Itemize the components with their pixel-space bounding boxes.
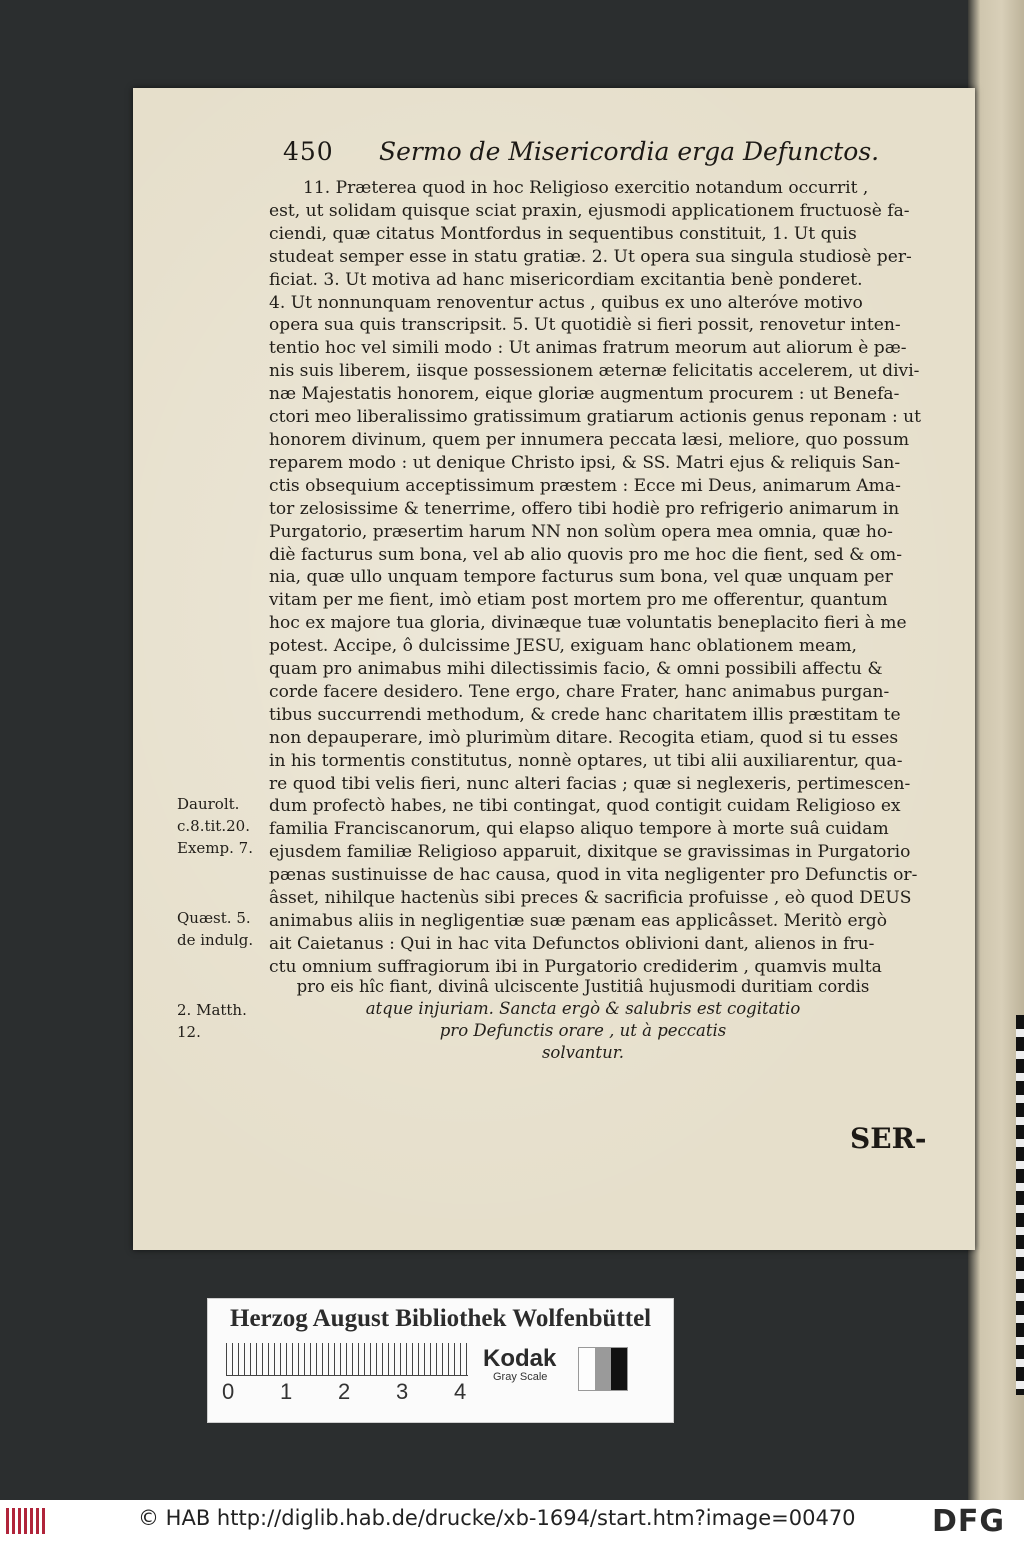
catchword: SER- — [850, 1122, 927, 1155]
brand-name: Kodak — [483, 1345, 557, 1372]
ruler-number: 1 — [280, 1379, 293, 1404]
text-line: tor zelosissime & tenerrime, offero tibi hodiè pro refrigerio animarum in — [269, 498, 900, 519]
text-line: potest. Accipe, ô dulcissime JESU, exiguam hanc oblationem meam, — [269, 636, 857, 657]
page-header — [283, 137, 963, 177]
marginal-note: Daurolt. — [177, 795, 240, 813]
running-title: Sermo de Misericordia erga Defunctos. — [379, 137, 880, 166]
text-line: ejusdem familiæ Religioso apparuit, dixitque se gravissimas in Purgatorio — [269, 842, 911, 863]
text-line: nia, quæ ullo unquam tempore facturus sum bona, vel quæ unquam per — [269, 567, 893, 588]
ruler-number: 3 — [396, 1379, 409, 1404]
text-line: re quod tibi velis fieri, nunc alteri facias ; quæ si neglexeris, pertimescen- — [269, 773, 911, 794]
text-line: ciendi, quæ citatus Montfordus in sequentibus constituit, 1. Ut quis — [269, 223, 857, 244]
library-name: Herzog August Bibliothek Wolfenbüttel — [230, 1305, 652, 1332]
footer-source-url[interactable]: © HAB http://diglib.hab.de/drucke/xb-1694/start.htm?image=00470 — [138, 1506, 856, 1530]
text-line: tibus succurrendi methodum, & crede hanc charitatem illis præstitam te — [269, 704, 901, 725]
scale-ruler — [226, 1343, 468, 1376]
text-line: familia Franciscanorum, qui elapso aliquo tempore à morte suâ cuidam — [269, 819, 889, 840]
body-text — [269, 177, 923, 979]
closing-line: solvantur. — [541, 1043, 625, 1062]
text-line: reparem modo : ut denique Christo ipsi, & SS. Matri ejus & reliquis San- — [269, 452, 901, 473]
ruler-number: 0 — [222, 1379, 235, 1404]
ruler-number: 2 — [338, 1379, 351, 1404]
closing-line: pro eis hîc fiant, divinâ ulciscente Justitiâ hujusmodi duritiam cordis — [296, 977, 870, 996]
text-line: ctu omnium suffragiorum ibi in Purgatorio crediderim , quamvis multa — [269, 956, 882, 977]
marginal-note: 2. Matth. — [177, 1001, 247, 1019]
text-line: non depauperare, imò plurimùm ditare. Recogita etiam, quod si tu esses — [269, 727, 899, 748]
marginal-note: de indulg. — [177, 931, 254, 949]
brand-subtitle: Gray Scale — [493, 1371, 548, 1383]
text-line: pænas sustinuisse de hac causa, quod in vita negligenter pro Defunctis or- — [269, 865, 918, 886]
text-line: studeat semper esse in statu gratiæ. 2. Ut opera sua singula studiosè per- — [269, 246, 912, 267]
text-line: 4. Ut nonnunquam renoventur actus , quibus ex uno alteróve motivo — [269, 292, 863, 313]
marginal-note: 12. — [177, 1023, 201, 1041]
text-line: vitam per me fient, imò etiam post mortem pro me offerentur, quantum — [269, 590, 888, 611]
text-line: âsset, nihilque hactenùs sibi preces & sacrificia profuisse , eò quod DEUS — [269, 888, 912, 909]
text-line: ctori meo liberalissimo gratissimum gratiarum actionis genus reponam : ut — [269, 407, 922, 428]
ruler-numbers — [222, 1379, 482, 1407]
footer-bar — [0, 1500, 1024, 1541]
text-line: 11. Præterea quod in hoc Religioso exercitio notandum occurrit , — [303, 178, 869, 198]
text-line: Purgatorio, præsertim harum NN non solùm opera mea omnia, quæ ho- — [269, 521, 893, 542]
closing-line: pro Defunctis orare , ut à peccatis — [439, 1021, 727, 1040]
book-page — [133, 88, 975, 1250]
gray-scale-patch — [578, 1347, 628, 1391]
text-line: ctis obsequium acceptissimum præstem : Ecce mi Deus, animarum Ama- — [269, 475, 901, 496]
closing-line: atque injuriam. Sancta ergò & salubris est cogitatio — [365, 999, 801, 1018]
page-number: 450 — [283, 137, 334, 166]
scan-gauge-strip — [1016, 1015, 1024, 1395]
text-line: est, ut solidam quisque sciat praxin, ejusmodi applicationem fructuosè fa- — [269, 200, 910, 221]
marginal-note: Quæst. 5. — [177, 909, 251, 927]
text-line: ficiat. 3. Ut motiva ad hanc misericordiam excitantia benè ponderet. — [269, 269, 863, 290]
text-line: honorem divinum, quem per innumera peccata læsi, meliore, quo possum — [269, 429, 910, 450]
text-line: nis suis liberem, iisque possessionem æternæ felicitatis accelerem, ut divi- — [269, 361, 920, 382]
text-line: in his tormentis constitutus, nonnè optares, ut tibi alii auxiliarentur, qua- — [269, 750, 903, 771]
marginal-note: c.8.tit.20. — [177, 817, 250, 835]
ruler-number: 4 — [454, 1379, 467, 1404]
text-line: næ Majestatis honorem, eique gloriæ augmentum procurem : ut Benefa- — [269, 384, 900, 405]
dfg-logo: DFG — [932, 1504, 1006, 1539]
text-line: animabus aliis in negligentiæ suæ pænam eas applicâsset. Meritò ergò — [269, 911, 888, 931]
text-line: corde facere desidero. Tene ergo, chare Frater, hanc animabus purgan- — [269, 681, 890, 702]
text-line: opera sua quis transcripsit. 5. Ut quotidiè si fieri possit, renovetur inten- — [269, 315, 901, 336]
hab-logo-icon — [6, 1508, 46, 1534]
text-line: hoc ex majore tua gloria, divinæque tuæ voluntatis beneplacito fieri à me — [269, 613, 907, 634]
library-label-card — [207, 1298, 674, 1423]
text-line: tentio hoc vel simili modo : Ut animas fratrum meorum aut aliorum è pæ- — [269, 338, 907, 359]
text-line: dum profectò habes, ne tibi contingat, quod contigit cuidam Religioso ex — [269, 796, 901, 817]
text-line: ait Caietanus : Qui in hac vita Defunctos oblivioni dant, alienos in fru- — [269, 933, 875, 954]
marginal-note: Exemp. 7. — [177, 839, 253, 857]
text-line: quam pro animabus mihi dilectissimis facio, & omni possibili affectu & — [269, 659, 883, 680]
text-line: diè facturus sum bona, vel ab alio quovis pro me hoc die fient, sed & om- — [269, 544, 903, 565]
adjacent-page-edge — [968, 0, 1024, 1500]
